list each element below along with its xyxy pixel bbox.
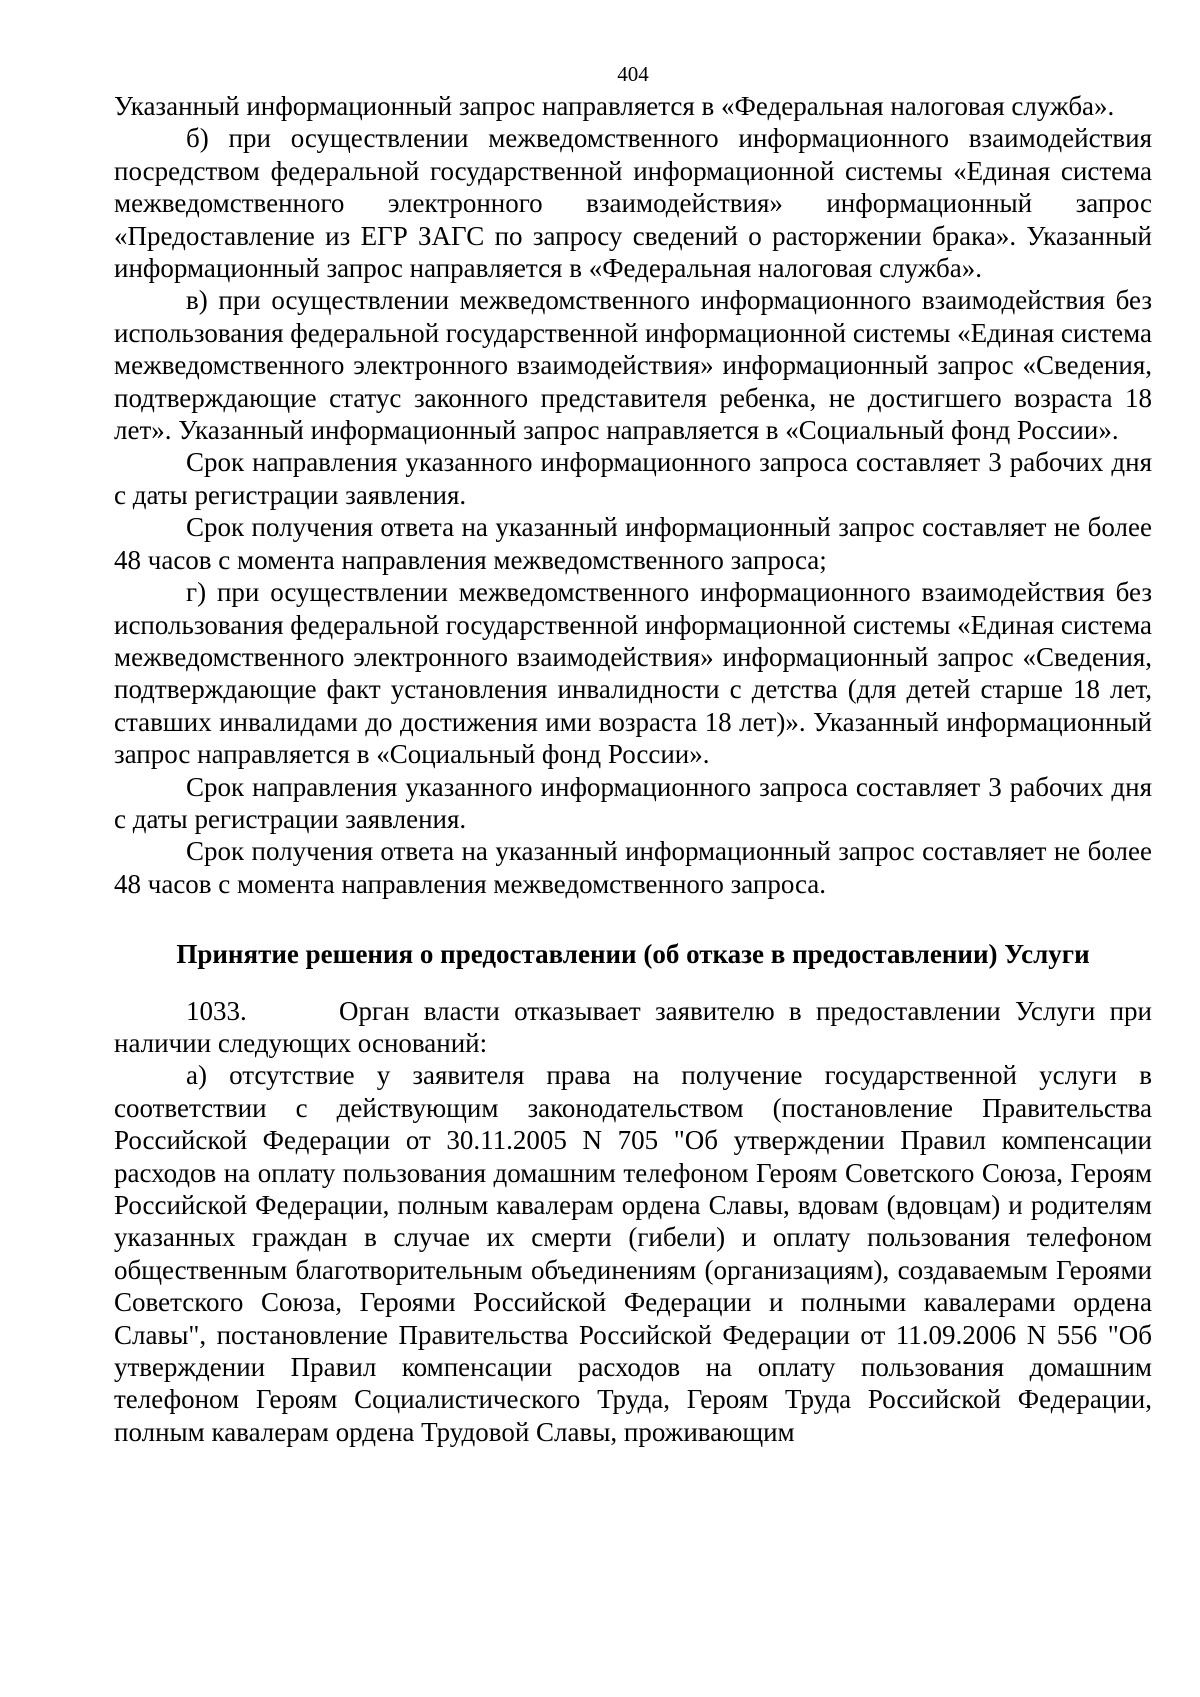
paragraph-deadline-answer: Срок получения ответа на указанный информационный запрос составляет не более 48 часов с момента направления межведомственного запроса; <box>114 512 1152 575</box>
paragraph-item-b: б) при осуществлении межведомственного информационного взаимодействия посредством федеральной государственной информационной системы «Единая система межведомственного электронного взаимодействия» информационный запрос «Предоставление из ЕГР ЗАГС по запросу сведений о расторжении брака». Указанный информационный запрос направляется в «Федеральная налоговая служба». <box>114 123 1152 284</box>
paragraph-deadline-answer-2: Срок получения ответа на указанный информационный запрос составляет не более 48 часов с момента направления межведомственного запроса. <box>114 836 1152 899</box>
point-number: 1033. <box>186 995 247 1026</box>
paragraph-deadline-send: Срок направления указанного информационного запроса составляет 3 рабочих дня с даты регистрации заявления. <box>114 447 1152 510</box>
paragraph-item-a: а) отсутствие у заявителя права на получение государственной услуги в соответствии с действующим законодательством (постановление Правительства Российской Федерации от 30.11.2005 N 705 "Об утверждении Правил компенсации расходов на оплату пользования домашним телефоном Героям Советского Союза, Героям Российской Федерации, полным кавалерам ордена Славы, вдовам (вдовцам) и родителям указанных граждан в случае их смерти (гибели) и оплату пользования телефоном общественным благотворительным объединениям (организациям), создаваемым Героями Советского Союза, Героями Российской Федерации и полными кавалерами ордена Славы", постановление Правительства Российской Федерации от 11.09.2006 N 556 "Об утверждении Правил компенсации расходов на оплату пользования домашним телефоном Героям Социалистического Труда, Героям Труда Российской Федерации, полным кавалерам ордена Трудовой Славы, проживающим <box>114 1060 1152 1447</box>
page-number: 404 <box>617 62 649 86</box>
document-page <box>114 62 1152 1448</box>
paragraph-item-v: в) при осуществлении межведомственного информационного взаимодействия без использования федеральной государственной информационной системы «Единая система межведомственного электронного взаимодействия» информационный запрос «Сведения, подтверждающие статус законного представителя ребенка, не достигшего возраста 18 лет». Указанный информационный запрос направляется в «Социальный фонд России». <box>114 285 1152 446</box>
point-1033 <box>114 995 1152 1060</box>
paragraph-continuation: Указанный информационный запрос направляется в «Федеральная налоговая служба». <box>114 91 1115 121</box>
section-heading: Принятие решения о предоставлении (об отказе в предоставлении) Услуги <box>176 939 1090 970</box>
paragraph-deadline-send-2: Срок направления указанного информационного запроса составляет 3 рабочих дня с даты регистрации заявления. <box>114 771 1152 834</box>
paragraph-item-g: г) при осуществлении межведомственного информационного взаимодействия без использования федеральной государственной информационной системы «Единая система межведомственного электронного взаимодействия» информационный запрос «Сведения, подтверждающие факт установления инвалидности с детства (для детей старше 18 лет, ставших инвалидами до достижения ими возраста 18 лет)». Указанный информационный запрос направляется в «Социальный фонд России». <box>114 577 1152 770</box>
point-text: Орган власти отказывает заявителю в предоставлении Услуги при наличии следующих оснований: <box>114 995 1152 1058</box>
